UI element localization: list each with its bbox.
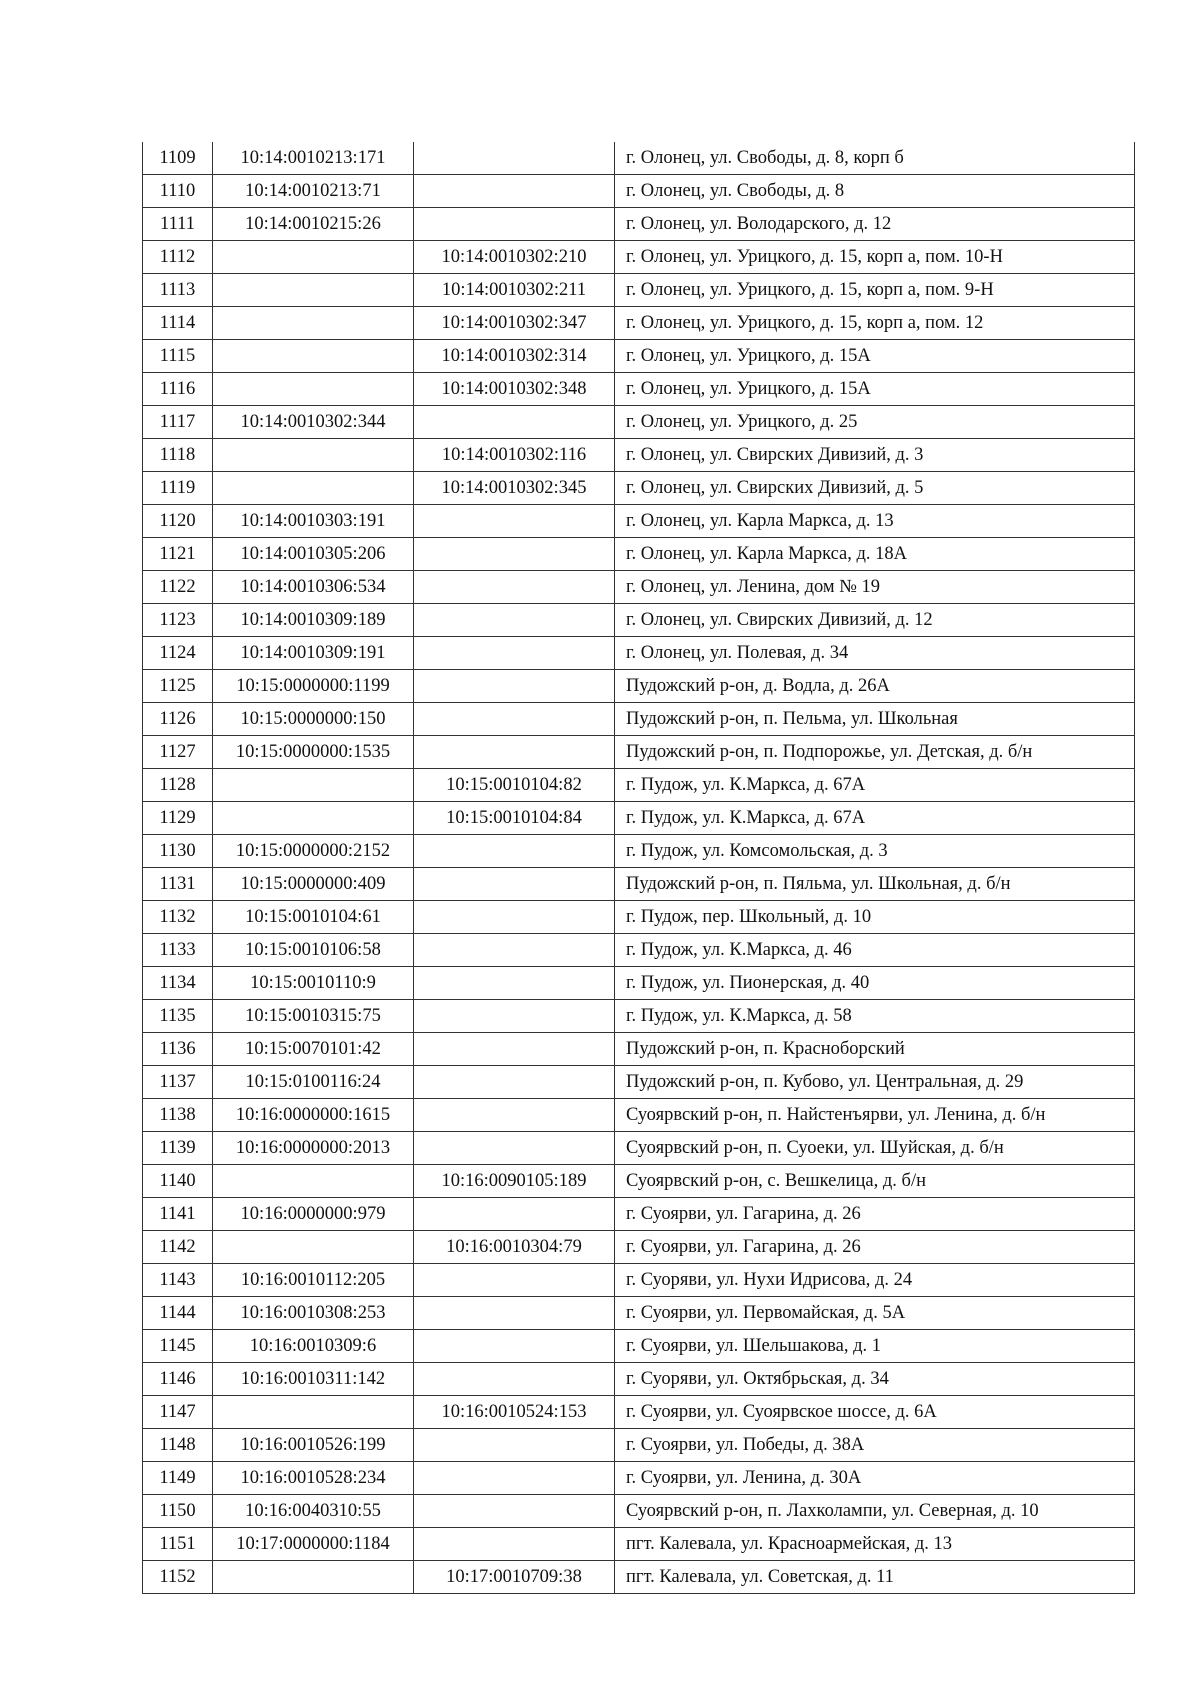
address-cell: г. Пудож, ул. Комсомольская, д. 3 [615, 835, 1135, 868]
premises-cadastral-number-cell [414, 967, 615, 1000]
address-cell: г. Пудож, ул. К.Маркса, д. 58 [615, 1000, 1135, 1033]
address-cell: пгт. Калевала, ул. Советская, д. 11 [615, 1561, 1135, 1594]
row-number-cell: 1152 [143, 1561, 213, 1594]
premises-cadastral-number-cell [414, 1033, 615, 1066]
table-row [143, 538, 1135, 571]
cadastral-number-cell [213, 1231, 414, 1264]
table-row [143, 703, 1135, 736]
property-table [142, 142, 1135, 1594]
premises-cadastral-number-cell: 10:14:0010302:116 [414, 439, 615, 472]
address-cell: г. Олонец, ул. Урицкого, д. 15А [615, 340, 1135, 373]
cadastral-number-cell: 10:14:0010213:71 [213, 175, 414, 208]
cadastral-number-cell [213, 1561, 414, 1594]
cadastral-number-cell: 10:16:0010308:253 [213, 1297, 414, 1330]
address-cell: г. Суоярви, ул. Шельшакова, д. 1 [615, 1330, 1135, 1363]
cadastral-number-cell: 10:14:0010309:189 [213, 604, 414, 637]
row-number-cell: 1110 [143, 175, 213, 208]
cadastral-number-cell: 10:14:0010213:171 [213, 142, 414, 175]
row-number-cell: 1122 [143, 571, 213, 604]
table-row [143, 571, 1135, 604]
address-cell: г. Пудож, ул. К.Маркса, д. 67А [615, 769, 1135, 802]
row-number-cell: 1123 [143, 604, 213, 637]
cadastral-number-cell: 10:16:0000000:979 [213, 1198, 414, 1231]
premises-cadastral-number-cell [414, 1066, 615, 1099]
table-row [143, 637, 1135, 670]
address-cell: г. Олонец, ул. Урицкого, д. 15, корп а, пом. 9-Н [615, 274, 1135, 307]
row-number-cell: 1140 [143, 1165, 213, 1198]
table-row [143, 1198, 1135, 1231]
address-cell: г. Суоярви, ул. Суоярвское шоссе, д. 6А [615, 1396, 1135, 1429]
address-cell: Суоярвский р-он, п. Суоеки, ул. Шуйская, д. б/н [615, 1132, 1135, 1165]
address-cell: Пудожский р-он, п. Красноборский [615, 1033, 1135, 1066]
table-row [143, 769, 1135, 802]
premises-cadastral-number-cell [414, 1330, 615, 1363]
address-cell: пгт. Калевала, ул. Красноармейская, д. 13 [615, 1528, 1135, 1561]
table-row [143, 1000, 1135, 1033]
table-row [143, 868, 1135, 901]
row-number-cell: 1112 [143, 241, 213, 274]
premises-cadastral-number-cell [414, 1363, 615, 1396]
premises-cadastral-number-cell [414, 1099, 615, 1132]
cadastral-number-cell: 10:15:0000000:2152 [213, 835, 414, 868]
address-cell: г. Пудож, ул. К.Маркса, д. 67А [615, 802, 1135, 835]
premises-cadastral-number-cell [414, 1429, 615, 1462]
premises-cadastral-number-cell: 10:14:0010302:210 [414, 241, 615, 274]
cadastral-number-cell: 10:15:0010315:75 [213, 1000, 414, 1033]
row-number-cell: 1119 [143, 472, 213, 505]
cadastral-number-cell: 10:16:0000000:1615 [213, 1099, 414, 1132]
cadastral-number-cell: 10:15:0000000:1199 [213, 670, 414, 703]
table-row [143, 439, 1135, 472]
row-number-cell: 1130 [143, 835, 213, 868]
row-number-cell: 1138 [143, 1099, 213, 1132]
table-row [143, 1264, 1135, 1297]
premises-cadastral-number-cell [414, 1495, 615, 1528]
premises-cadastral-number-cell [414, 637, 615, 670]
table-row [143, 604, 1135, 637]
address-cell: г. Олонец, ул. Ленина, дом № 19 [615, 571, 1135, 604]
address-cell: г. Пудож, ул. Пионерская, д. 40 [615, 967, 1135, 1000]
table-row [143, 472, 1135, 505]
premises-cadastral-number-cell: 10:16:0010304:79 [414, 1231, 615, 1264]
premises-cadastral-number-cell: 10:14:0010302:211 [414, 274, 615, 307]
premises-cadastral-number-cell [414, 604, 615, 637]
address-cell: г. Суоярви, ул. Первомайская, д. 5А [615, 1297, 1135, 1330]
address-cell: г. Пудож, пер. Школьный, д. 10 [615, 901, 1135, 934]
row-number-cell: 1135 [143, 1000, 213, 1033]
address-cell: Суоярвский р-он, п. Найстенъярви, ул. Ленина, д. б/н [615, 1099, 1135, 1132]
cadastral-number-cell [213, 1165, 414, 1198]
row-number-cell: 1149 [143, 1462, 213, 1495]
table-row [143, 1297, 1135, 1330]
premises-cadastral-number-cell [414, 1462, 615, 1495]
address-cell: г. Суоярви, ул. Ленина, д. 30А [615, 1462, 1135, 1495]
premises-cadastral-number-cell [414, 505, 615, 538]
table-row [143, 1066, 1135, 1099]
premises-cadastral-number-cell: 10:15:0010104:84 [414, 802, 615, 835]
cadastral-number-cell: 10:15:0070101:42 [213, 1033, 414, 1066]
table-row [143, 1561, 1135, 1594]
premises-cadastral-number-cell: 10:16:0090105:189 [414, 1165, 615, 1198]
row-number-cell: 1120 [143, 505, 213, 538]
cadastral-number-cell: 10:15:0010110:9 [213, 967, 414, 1000]
cadastral-number-cell [213, 769, 414, 802]
cadastral-number-cell: 10:15:0010106:58 [213, 934, 414, 967]
address-cell: г. Суоряви, ул. Октябрьская, д. 34 [615, 1363, 1135, 1396]
premises-cadastral-number-cell [414, 736, 615, 769]
row-number-cell: 1136 [143, 1033, 213, 1066]
premises-cadastral-number-cell [414, 703, 615, 736]
premises-cadastral-number-cell [414, 571, 615, 604]
premises-cadastral-number-cell [414, 1132, 615, 1165]
cadastral-number-cell: 10:14:0010309:191 [213, 637, 414, 670]
row-number-cell: 1134 [143, 967, 213, 1000]
table-row [143, 736, 1135, 769]
row-number-cell: 1142 [143, 1231, 213, 1264]
cadastral-number-cell [213, 241, 414, 274]
row-number-cell: 1150 [143, 1495, 213, 1528]
premises-cadastral-number-cell [414, 1528, 615, 1561]
table-body [143, 142, 1135, 1594]
address-cell: г. Олонец, ул. Карла Маркса, д. 13 [615, 505, 1135, 538]
address-cell: Суоярвский р-он, с. Вешкелица, д. б/н [615, 1165, 1135, 1198]
table-row [143, 1132, 1135, 1165]
address-cell: Пудожский р-он, д. Водла, д. 26А [615, 670, 1135, 703]
cadastral-number-cell: 10:16:0010526:199 [213, 1429, 414, 1462]
row-number-cell: 1132 [143, 901, 213, 934]
row-number-cell: 1125 [143, 670, 213, 703]
cadastral-number-cell: 10:16:0010309:6 [213, 1330, 414, 1363]
row-number-cell: 1137 [143, 1066, 213, 1099]
row-number-cell: 1128 [143, 769, 213, 802]
row-number-cell: 1121 [143, 538, 213, 571]
cadastral-number-cell [213, 439, 414, 472]
table-row [143, 1231, 1135, 1264]
cadastral-number-cell: 10:16:0010311:142 [213, 1363, 414, 1396]
row-number-cell: 1116 [143, 373, 213, 406]
table-row [143, 1462, 1135, 1495]
table-row [143, 1495, 1135, 1528]
premises-cadastral-number-cell [414, 835, 615, 868]
table-row [143, 406, 1135, 439]
address-cell: г. Суоярви, ул. Победы, д. 38А [615, 1429, 1135, 1462]
address-cell: г. Олонец, ул. Карла Маркса, д. 18А [615, 538, 1135, 571]
table-row [143, 1396, 1135, 1429]
address-cell: г. Олонец, ул. Свирских Дивизий, д. 5 [615, 472, 1135, 505]
table-row [143, 802, 1135, 835]
cadastral-number-cell: 10:16:0010112:205 [213, 1264, 414, 1297]
cadastral-number-cell: 10:14:0010303:191 [213, 505, 414, 538]
row-number-cell: 1145 [143, 1330, 213, 1363]
cadastral-number-cell: 10:17:0000000:1184 [213, 1528, 414, 1561]
row-number-cell: 1151 [143, 1528, 213, 1561]
table-row [143, 1165, 1135, 1198]
table-row [143, 1330, 1135, 1363]
premises-cadastral-number-cell [414, 1264, 615, 1297]
row-number-cell: 1143 [143, 1264, 213, 1297]
row-number-cell: 1148 [143, 1429, 213, 1462]
row-number-cell: 1141 [143, 1198, 213, 1231]
address-cell: г. Олонец, ул. Урицкого, д. 15А [615, 373, 1135, 406]
cadastral-number-cell [213, 274, 414, 307]
row-number-cell: 1129 [143, 802, 213, 835]
table-row [143, 340, 1135, 373]
table-row [143, 373, 1135, 406]
cadastral-number-cell [213, 472, 414, 505]
premises-cadastral-number-cell [414, 175, 615, 208]
address-cell: Пудожский р-он, п. Кубово, ул. Центральная, д. 29 [615, 1066, 1135, 1099]
address-cell: г. Суоярви, ул. Гагарина, д. 26 [615, 1231, 1135, 1264]
address-cell: Суоярвский р-он, п. Лахколампи, ул. Северная, д. 10 [615, 1495, 1135, 1528]
premises-cadastral-number-cell [414, 406, 615, 439]
row-number-cell: 1109 [143, 142, 213, 175]
cadastral-number-cell: 10:15:0100116:24 [213, 1066, 414, 1099]
cadastral-number-cell: 10:16:0040310:55 [213, 1495, 414, 1528]
table-row [143, 208, 1135, 241]
cadastral-number-cell: 10:16:0010528:234 [213, 1462, 414, 1495]
address-cell: г. Олонец, ул. Урицкого, д. 25 [615, 406, 1135, 439]
row-number-cell: 1131 [143, 868, 213, 901]
address-cell: г. Олонец, ул. Урицкого, д. 15, корп а, пом. 10-Н [615, 241, 1135, 274]
premises-cadastral-number-cell: 10:16:0010524:153 [414, 1396, 615, 1429]
premises-cadastral-number-cell [414, 670, 615, 703]
address-cell: Пудожский р-он, п. Пельма, ул. Школьная [615, 703, 1135, 736]
cadastral-number-cell: 10:15:0000000:1535 [213, 736, 414, 769]
row-number-cell: 1114 [143, 307, 213, 340]
row-number-cell: 1118 [143, 439, 213, 472]
table-row [143, 901, 1135, 934]
row-number-cell: 1117 [143, 406, 213, 439]
cadastral-number-cell [213, 340, 414, 373]
table-row [143, 142, 1135, 175]
cadastral-number-cell [213, 307, 414, 340]
row-number-cell: 1146 [143, 1363, 213, 1396]
address-cell: Пудожский р-он, п. Подпорожье, ул. Детская, д. б/н [615, 736, 1135, 769]
address-cell: г. Суоярви, ул. Гагарина, д. 26 [615, 1198, 1135, 1231]
address-cell: г. Олонец, ул. Свирских Дивизий, д. 3 [615, 439, 1135, 472]
row-number-cell: 1127 [143, 736, 213, 769]
premises-cadastral-number-cell [414, 208, 615, 241]
row-number-cell: 1113 [143, 274, 213, 307]
row-number-cell: 1147 [143, 1396, 213, 1429]
cadastral-number-cell: 10:15:0000000:150 [213, 703, 414, 736]
premises-cadastral-number-cell [414, 934, 615, 967]
row-number-cell: 1115 [143, 340, 213, 373]
address-cell: г. Олонец, ул. Свободы, д. 8 [615, 175, 1135, 208]
premises-cadastral-number-cell: 10:15:0010104:82 [414, 769, 615, 802]
row-number-cell: 1144 [143, 1297, 213, 1330]
table-row [143, 307, 1135, 340]
premises-cadastral-number-cell [414, 901, 615, 934]
address-cell: г. Олонец, ул. Свободы, д. 8, корп б [615, 142, 1135, 175]
premises-cadastral-number-cell [414, 142, 615, 175]
address-cell: г. Олонец, ул. Полевая, д. 34 [615, 637, 1135, 670]
table-row [143, 1033, 1135, 1066]
address-cell: г. Олонец, ул. Урицкого, д. 15, корп а, пом. 12 [615, 307, 1135, 340]
table-row [143, 670, 1135, 703]
row-number-cell: 1133 [143, 934, 213, 967]
premises-cadastral-number-cell: 10:14:0010302:347 [414, 307, 615, 340]
cadastral-number-cell [213, 1396, 414, 1429]
row-number-cell: 1111 [143, 208, 213, 241]
cadastral-number-cell: 10:16:0000000:2013 [213, 1132, 414, 1165]
table-row [143, 241, 1135, 274]
table-row [143, 835, 1135, 868]
premises-cadastral-number-cell [414, 868, 615, 901]
address-cell: г. Пудож, ул. К.Маркса, д. 46 [615, 934, 1135, 967]
row-number-cell: 1139 [143, 1132, 213, 1165]
cadastral-number-cell: 10:14:0010215:26 [213, 208, 414, 241]
cadastral-number-cell: 10:15:0010104:61 [213, 901, 414, 934]
cadastral-number-cell: 10:15:0000000:409 [213, 868, 414, 901]
premises-cadastral-number-cell [414, 1297, 615, 1330]
premises-cadastral-number-cell: 10:17:0010709:38 [414, 1561, 615, 1594]
table-row [143, 175, 1135, 208]
table-row [143, 1429, 1135, 1462]
table-row [143, 1099, 1135, 1132]
address-cell: Пудожский р-он, п. Пяльма, ул. Школьная, д. б/н [615, 868, 1135, 901]
cadastral-number-cell: 10:14:0010306:534 [213, 571, 414, 604]
premises-cadastral-number-cell [414, 1000, 615, 1033]
address-cell: г. Олонец, ул. Володарского, д. 12 [615, 208, 1135, 241]
row-number-cell: 1126 [143, 703, 213, 736]
cadastral-number-cell: 10:14:0010305:206 [213, 538, 414, 571]
cadastral-number-cell [213, 802, 414, 835]
premises-cadastral-number-cell: 10:14:0010302:345 [414, 472, 615, 505]
cadastral-number-cell: 10:14:0010302:344 [213, 406, 414, 439]
address-cell: г. Суоряви, ул. Нухи Идрисова, д. 24 [615, 1264, 1135, 1297]
table-row [143, 1528, 1135, 1561]
row-number-cell: 1124 [143, 637, 213, 670]
table-row [143, 934, 1135, 967]
premises-cadastral-number-cell: 10:14:0010302:348 [414, 373, 615, 406]
table-row [143, 967, 1135, 1000]
cadastral-number-cell [213, 373, 414, 406]
premises-cadastral-number-cell: 10:14:0010302:314 [414, 340, 615, 373]
table-row [143, 1363, 1135, 1396]
table-row [143, 505, 1135, 538]
address-cell: г. Олонец, ул. Свирских Дивизий, д. 12 [615, 604, 1135, 637]
premises-cadastral-number-cell [414, 1198, 615, 1231]
premises-cadastral-number-cell [414, 538, 615, 571]
table-row [143, 274, 1135, 307]
